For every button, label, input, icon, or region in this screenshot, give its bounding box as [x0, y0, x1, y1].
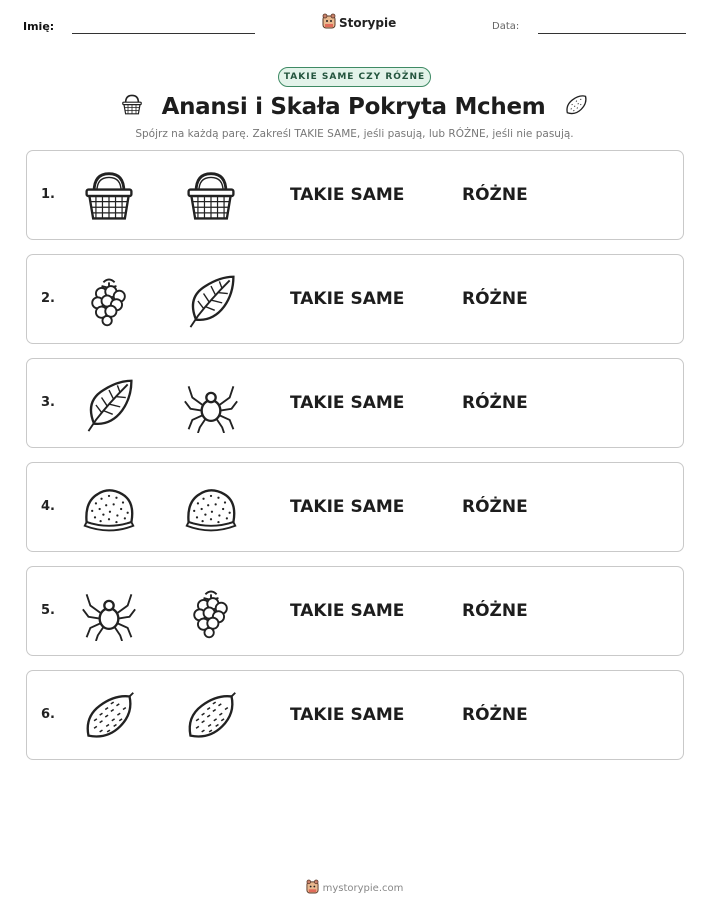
question-number: 2.	[41, 291, 55, 306]
spider-icon	[183, 377, 239, 433]
same-option[interactable]: TAKIE SAME	[290, 185, 405, 205]
date-input-line[interactable]	[538, 33, 686, 34]
question-row	[26, 670, 684, 760]
spider-icon	[81, 585, 137, 641]
title-row	[0, 92, 709, 122]
footer-url: mystorypie.com	[322, 883, 404, 894]
moss-rock-icon	[81, 481, 137, 537]
seed-icon	[81, 689, 137, 745]
question-row	[26, 358, 684, 448]
same-option[interactable]: TAKIE SAME	[290, 393, 405, 413]
seed-icon	[183, 689, 239, 745]
storypie-mascot-icon	[306, 879, 319, 898]
seed-icon	[563, 92, 589, 122]
question-row	[26, 462, 684, 552]
different-option[interactable]: RÓŻNE	[462, 705, 528, 725]
raspberry-icon	[183, 585, 239, 641]
name-label: Imię:	[23, 20, 55, 33]
brand-logo	[322, 13, 396, 33]
date-label: Data:	[492, 21, 520, 32]
instructions: Spójrz na każdą parę. Zakreśl TAKIE SAME, jeśli pasują, lub RÓŻNE, jeśli nie pasują.	[135, 128, 574, 140]
question-row	[26, 566, 684, 656]
question-number: 6.	[41, 707, 55, 722]
basket-icon	[81, 169, 137, 225]
leaf-icon	[81, 377, 137, 433]
question-number: 4.	[41, 499, 55, 514]
name-input-line[interactable]	[72, 33, 255, 34]
different-option[interactable]: RÓŻNE	[462, 289, 528, 309]
worksheet-type-badge: TAKIE SAME CZY RÓŻNE	[278, 67, 431, 87]
brand-name: Storypie	[339, 16, 397, 30]
moss-rock-icon	[183, 481, 239, 537]
leaf-icon	[183, 273, 239, 329]
question-row	[26, 254, 684, 344]
basket-icon	[120, 93, 144, 121]
storypie-mascot-icon	[322, 13, 336, 33]
question-number: 1.	[41, 187, 55, 202]
question-row	[26, 150, 684, 240]
same-option[interactable]: TAKIE SAME	[290, 289, 405, 309]
raspberry-icon	[81, 273, 137, 329]
page-title: Anansi i Skała Pokryta Mchem	[161, 94, 546, 120]
different-option[interactable]: RÓŻNE	[462, 185, 528, 205]
different-option[interactable]: RÓŻNE	[462, 601, 528, 621]
question-number: 3.	[41, 395, 55, 410]
same-option[interactable]: TAKIE SAME	[290, 601, 405, 621]
same-option[interactable]: TAKIE SAME	[290, 497, 405, 517]
footer	[0, 879, 709, 898]
basket-icon	[183, 169, 239, 225]
different-option[interactable]: RÓŻNE	[462, 393, 528, 413]
same-option[interactable]: TAKIE SAME	[290, 705, 405, 725]
question-number: 5.	[41, 603, 55, 618]
different-option[interactable]: RÓŻNE	[462, 497, 528, 517]
